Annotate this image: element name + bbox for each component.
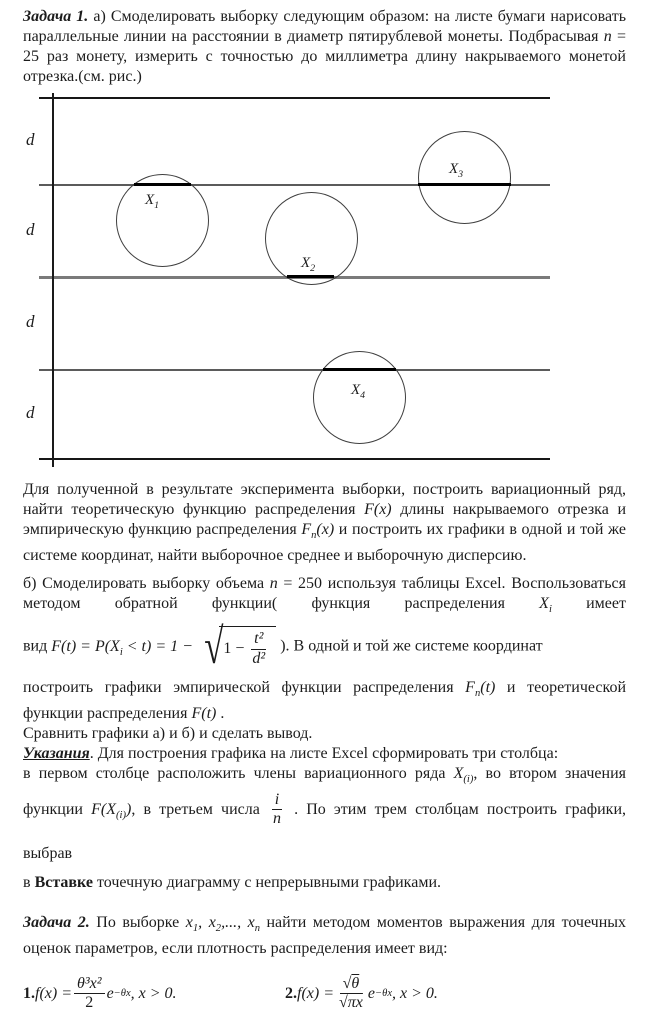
- fraction-theta3x2-2: [74, 975, 105, 1013]
- text-run: Для полученной в результате эксперимента выборки, построить вариационный ряд, найти теоретическую функцию распределения: [23, 481, 626, 518]
- text-run: а) Смоделировать выборку следующим образом: на листе бумаги нарисовать параллельные линии на расстоянии в диаметр пятирублевой монеты. Подбрасывая: [23, 8, 627, 45]
- covered-segment-4: [323, 368, 396, 371]
- instructions-line: [23, 744, 626, 764]
- coin-experiment-figure: [23, 95, 626, 467]
- math-condition: , x > 0.: [392, 984, 438, 1002]
- fraction-denominator: [336, 994, 366, 1012]
- math-sub-(i): (i): [116, 809, 126, 821]
- text-run: ). В одной и той же системе координат: [276, 637, 543, 655]
- build-graphs-line: [23, 678, 626, 704]
- var-n: n: [269, 575, 278, 593]
- math-x: x: [208, 913, 216, 931]
- radical-sign: √: [204, 618, 224, 675]
- math-Xi: [539, 595, 552, 616]
- item-number: 1.: [23, 984, 35, 1002]
- math-run: (X: [100, 800, 117, 818]
- math-run: ): [125, 800, 132, 818]
- text-run: длины накрываемого отрезка и эмпирическую функцию распределения: [23, 501, 626, 538]
- coin-label-sub: 1: [154, 200, 160, 211]
- math-X-order: [453, 765, 474, 786]
- text-run: .: [216, 705, 225, 723]
- coin-label-4: [351, 382, 365, 404]
- coin-label-sub: 2: [310, 263, 316, 274]
- fraction-numerator: θ³x²: [74, 975, 105, 994]
- coin-label-base: X: [449, 161, 459, 177]
- problem2-label: Задача 2.: [23, 913, 90, 931]
- fraction-numerator: i: [272, 791, 282, 810]
- math-sub-i: i: [548, 604, 552, 616]
- math-sub-1: 1: [192, 922, 199, 934]
- parallel-line-1: [39, 97, 550, 99]
- math-Fnx: [301, 521, 335, 542]
- math-run: < t) = 1 −: [122, 637, 193, 655]
- radical-body: [219, 626, 276, 668]
- math-FX-order: [91, 800, 132, 821]
- text-run: имеет: [551, 595, 626, 613]
- math-Fx: F(x): [364, 501, 392, 518]
- text-run: точечную диаграмму с непрерывными графиками.: [92, 873, 441, 891]
- covered-segment-1: [134, 183, 191, 186]
- compare-line: Сравнить графики а) и б) и сделать вывод.: [23, 725, 313, 743]
- item-number: 2.: [285, 984, 297, 1002]
- math-run: 1 −: [223, 640, 245, 658]
- math-run: F(t) = P(X: [51, 637, 120, 655]
- math-F: F: [301, 521, 312, 538]
- text-run: = 25 раз монету, измерить с точностью до миллиметра длину накрываемого монетой отрезка.(см. рис.): [23, 28, 626, 85]
- math-condition: , x > 0.: [130, 984, 177, 1002]
- parallel-line-5: [39, 458, 550, 460]
- math-lhs: [51, 637, 193, 659]
- fraction-i-n: [270, 791, 284, 829]
- d-label-3: d: [26, 312, 35, 331]
- math-x: x: [185, 913, 193, 931]
- math-F: F: [91, 800, 101, 818]
- math-Ft: F(t): [191, 705, 217, 723]
- instructions-label: Указания: [23, 745, 90, 763]
- text-run: в первом столбце расположить члены вариационного ряда: [23, 765, 454, 783]
- math-arg-x: (x): [316, 521, 335, 538]
- radical: [196, 618, 276, 675]
- coin-label-3: [449, 161, 463, 183]
- fraction-sqrt-theta-pix: [336, 975, 366, 1013]
- math-X: X: [539, 595, 549, 613]
- coin-label-base: X: [301, 255, 311, 271]
- problem1-label: Задача 1.: [23, 8, 89, 25]
- math-Fnt: [465, 679, 496, 700]
- math-exponent: −θx: [375, 987, 392, 999]
- math-sub-(i): (i): [463, 774, 474, 786]
- text-run: найти методом моментов выражения для точечных оценок параметров, если плотность распределения имеет вид:: [23, 913, 627, 957]
- math-arg-t: (t): [480, 679, 496, 697]
- text-run: вид: [23, 637, 52, 655]
- fraction-denominator: d²: [252, 649, 266, 667]
- math-exponent: −θx: [113, 987, 131, 999]
- part-b-paragraph: [23, 574, 626, 620]
- variation-series-paragraph: [23, 480, 626, 566]
- fraction-numerator: [340, 975, 363, 994]
- text-run: и построить их графики в одной и той же системе координат, найти выборочное среднее и выборочную дисперсию.: [23, 521, 626, 565]
- coin-label-2: [301, 255, 315, 277]
- coin-circle-3: [418, 131, 511, 224]
- math-F: F: [465, 679, 475, 697]
- text-run: функции: [23, 800, 92, 818]
- fraction-numerator: t²: [251, 630, 266, 649]
- math-sub-2: 2: [215, 922, 222, 934]
- column3-line: [23, 873, 626, 893]
- d-label-1: d: [26, 130, 35, 149]
- text-run: построить графики эмпирической функции распределения: [23, 679, 466, 697]
- column1-line: [23, 764, 626, 790]
- coin-label-base: X: [145, 192, 155, 208]
- text-run: и теоретической: [495, 679, 627, 697]
- d-label-2: d: [26, 220, 35, 239]
- text-run: По выборке: [89, 913, 186, 931]
- text-run: . Для построения графика на листе Excel сформировать три столбца:: [89, 745, 559, 763]
- coin-label-1: [145, 192, 159, 214]
- coin-circle-1: [116, 174, 209, 267]
- radical-sign-small: √: [339, 994, 348, 1012]
- spacing-axis-line: [52, 93, 54, 467]
- math-sub-n: n: [254, 922, 260, 934]
- parallel-line-4: [39, 369, 550, 371]
- distribution-formula: [23, 618, 626, 675]
- density-formula-2: [285, 975, 438, 1013]
- covered-segment-3: [418, 183, 511, 186]
- column2-line: [23, 791, 626, 873]
- text-run: в: [23, 873, 35, 891]
- coin-label-sub: 4: [360, 390, 366, 401]
- d-label-4: d: [26, 403, 35, 422]
- math-fx: f(x) =: [297, 984, 334, 1002]
- problem1-paragraph: [23, 7, 626, 87]
- math-X: X: [453, 765, 464, 783]
- math-e: e: [106, 984, 114, 1002]
- density-formula-1: [23, 975, 285, 1013]
- fraction-denominator: 2: [85, 994, 94, 1012]
- fraction-t2-d2: [249, 630, 268, 668]
- insert-tab-label: Вставке: [34, 873, 93, 891]
- text-run: б) Смоделировать выборку объема: [23, 575, 270, 593]
- math-sub-n: n: [474, 688, 481, 700]
- math-sub-i: i: [119, 647, 123, 659]
- text-run: = 250 используя таблицы Excel. Воспользоваться методом обратной функции( функция распределения: [23, 575, 627, 613]
- var-n: n: [603, 28, 612, 45]
- math-fx: f(x) =: [35, 984, 72, 1002]
- text-run: функции распределения: [23, 705, 192, 723]
- math-run: ,...,: [221, 913, 248, 931]
- math-sample: [185, 913, 260, 934]
- radical-sign-small: √: [342, 974, 352, 992]
- math-sub-n: n: [311, 530, 317, 542]
- fraction-denominator: n: [272, 810, 281, 828]
- math-theta: θ: [351, 974, 360, 992]
- math-e: e: [367, 984, 376, 1002]
- math-run: ,: [198, 913, 209, 931]
- text-run: , во втором значения: [473, 765, 627, 783]
- text-run: . По этим трем столбцам построить графики, выбрав: [23, 800, 627, 862]
- problem2-paragraph: [23, 913, 626, 959]
- coin-label-base: X: [351, 382, 361, 398]
- density-formulas-row: [23, 975, 626, 1013]
- math-x: x: [247, 913, 255, 931]
- math-pix: πx: [347, 994, 363, 1012]
- coin-label-sub: 3: [458, 169, 464, 180]
- text-run: , в третьем числа: [131, 800, 268, 818]
- theoretical-function-line: [23, 704, 626, 724]
